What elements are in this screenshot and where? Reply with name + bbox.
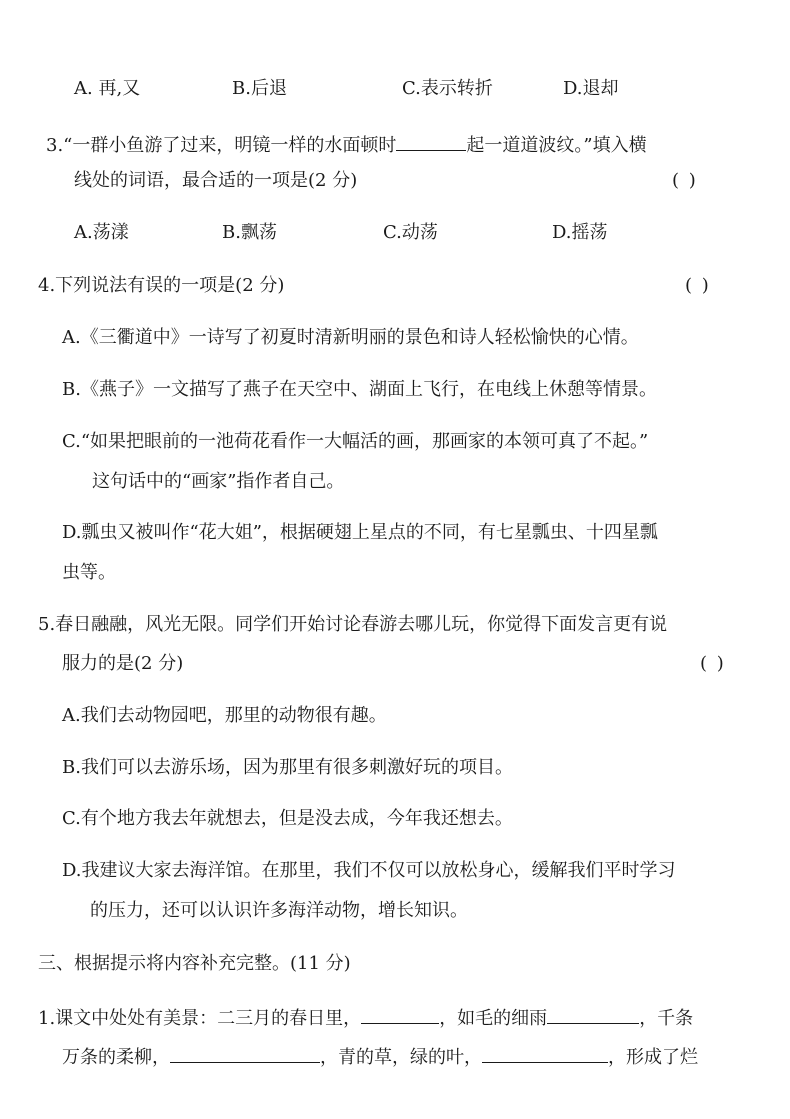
q2-option-c: C.表示转折 [402, 78, 493, 99]
section3-q1-text4: 万条的柔柳， [62, 1047, 170, 1068]
q4-option-c-line2: 这句话中的“画家”指作者自己。 [92, 471, 345, 492]
q3-stem-post: 起一道道波纹。”填入横 [466, 135, 647, 156]
section3-q1-text6: ，形成了烂 [608, 1047, 698, 1068]
q3-stem-line2: 线处的词语，最合适的一项是(2 分) [74, 170, 358, 191]
section3-q1-text1: 1.课文中处处有美景：二三月的春日里， [38, 1008, 362, 1029]
q2-option-a: A. 再,又 [74, 78, 141, 99]
q3-answer-blank[interactable] [396, 134, 466, 151]
section3-q1-line2 [62, 1046, 698, 1067]
section3-q1-blank2[interactable] [547, 1007, 639, 1024]
section3-q1-blank4[interactable] [482, 1046, 608, 1063]
q4-option-c-line1: C.“如果把眼前的一池荷花看作一大幅活的画，那画家的本领可真了不起。” [62, 431, 649, 452]
q5-option-b: B.我们可以去游乐场，因为那里有很多刺激好玩的项目。 [62, 757, 513, 778]
q3-stem-line1 [46, 134, 647, 155]
section3-q1-text5: ，青的草，绿的叶， [320, 1047, 482, 1068]
q5-option-c: C.有个地方我去年就想去，但是没去成，今年我还想去。 [62, 808, 513, 829]
q3-option-a: A.荡漾 [74, 222, 129, 243]
q4-answer-paren[interactable]: ( ) [685, 275, 711, 296]
q4-option-d-line2: 虫等。 [62, 562, 116, 583]
q3-stem-pre: 3.“一群小鱼游了过来，明镜一样的水面顿时 [46, 135, 397, 156]
q2-option-b: B.后退 [232, 78, 287, 99]
section3-q1-blank3[interactable] [170, 1046, 320, 1063]
q5-stem-line1: 5.春日融融，风光无限。同学们开始讨论春游去哪儿玩，你觉得下面发言更有说 [38, 614, 668, 635]
q4-option-d-line1: D.瓢虫又被叫作“花大姐”，根据硬翅上星点的不同，有七星瓢虫、十四星瓢 [62, 522, 658, 543]
section3-title: 三、根据提示将内容补充完整。(11 分) [38, 953, 351, 974]
q4-stem: 4.下列说法有误的一项是(2 分) [38, 275, 285, 296]
q5-stem-line2: 服力的是(2 分) [62, 653, 184, 674]
q5-option-a: A.我们去动物园吧，那里的动物很有趣。 [62, 705, 387, 726]
section3-q1-line1 [38, 1007, 693, 1028]
q2-option-d: D.退却 [563, 78, 619, 99]
section3-q1-text3: ，千条 [639, 1008, 694, 1029]
section3-q1-text2: ，如毛的细雨 [439, 1008, 548, 1029]
q3-option-c: C.动荡 [383, 222, 438, 243]
q4-option-a: A.《三衢道中》一诗写了初夏时清新明丽的景色和诗人轻松愉快的心情。 [62, 327, 639, 348]
q4-option-b: B.《燕子》一文描写了燕子在天空中、湖面上飞行，在电线上休憩等情景。 [62, 379, 657, 400]
q5-option-d-line2: 的压力，还可以认识许多海洋动物，增长知识。 [90, 900, 468, 921]
section3-q1-blank1[interactable] [361, 1007, 439, 1024]
q3-answer-paren[interactable]: ( ) [672, 170, 698, 191]
q5-option-d-line1: D.我建议大家去海洋馆。在那里，我们不仅可以放松身心，缓解我们平时学习 [62, 860, 676, 881]
q3-option-b: B.飘荡 [222, 222, 277, 243]
q5-answer-paren[interactable]: ( ) [700, 653, 726, 674]
q3-option-d: D.摇荡 [552, 222, 608, 243]
